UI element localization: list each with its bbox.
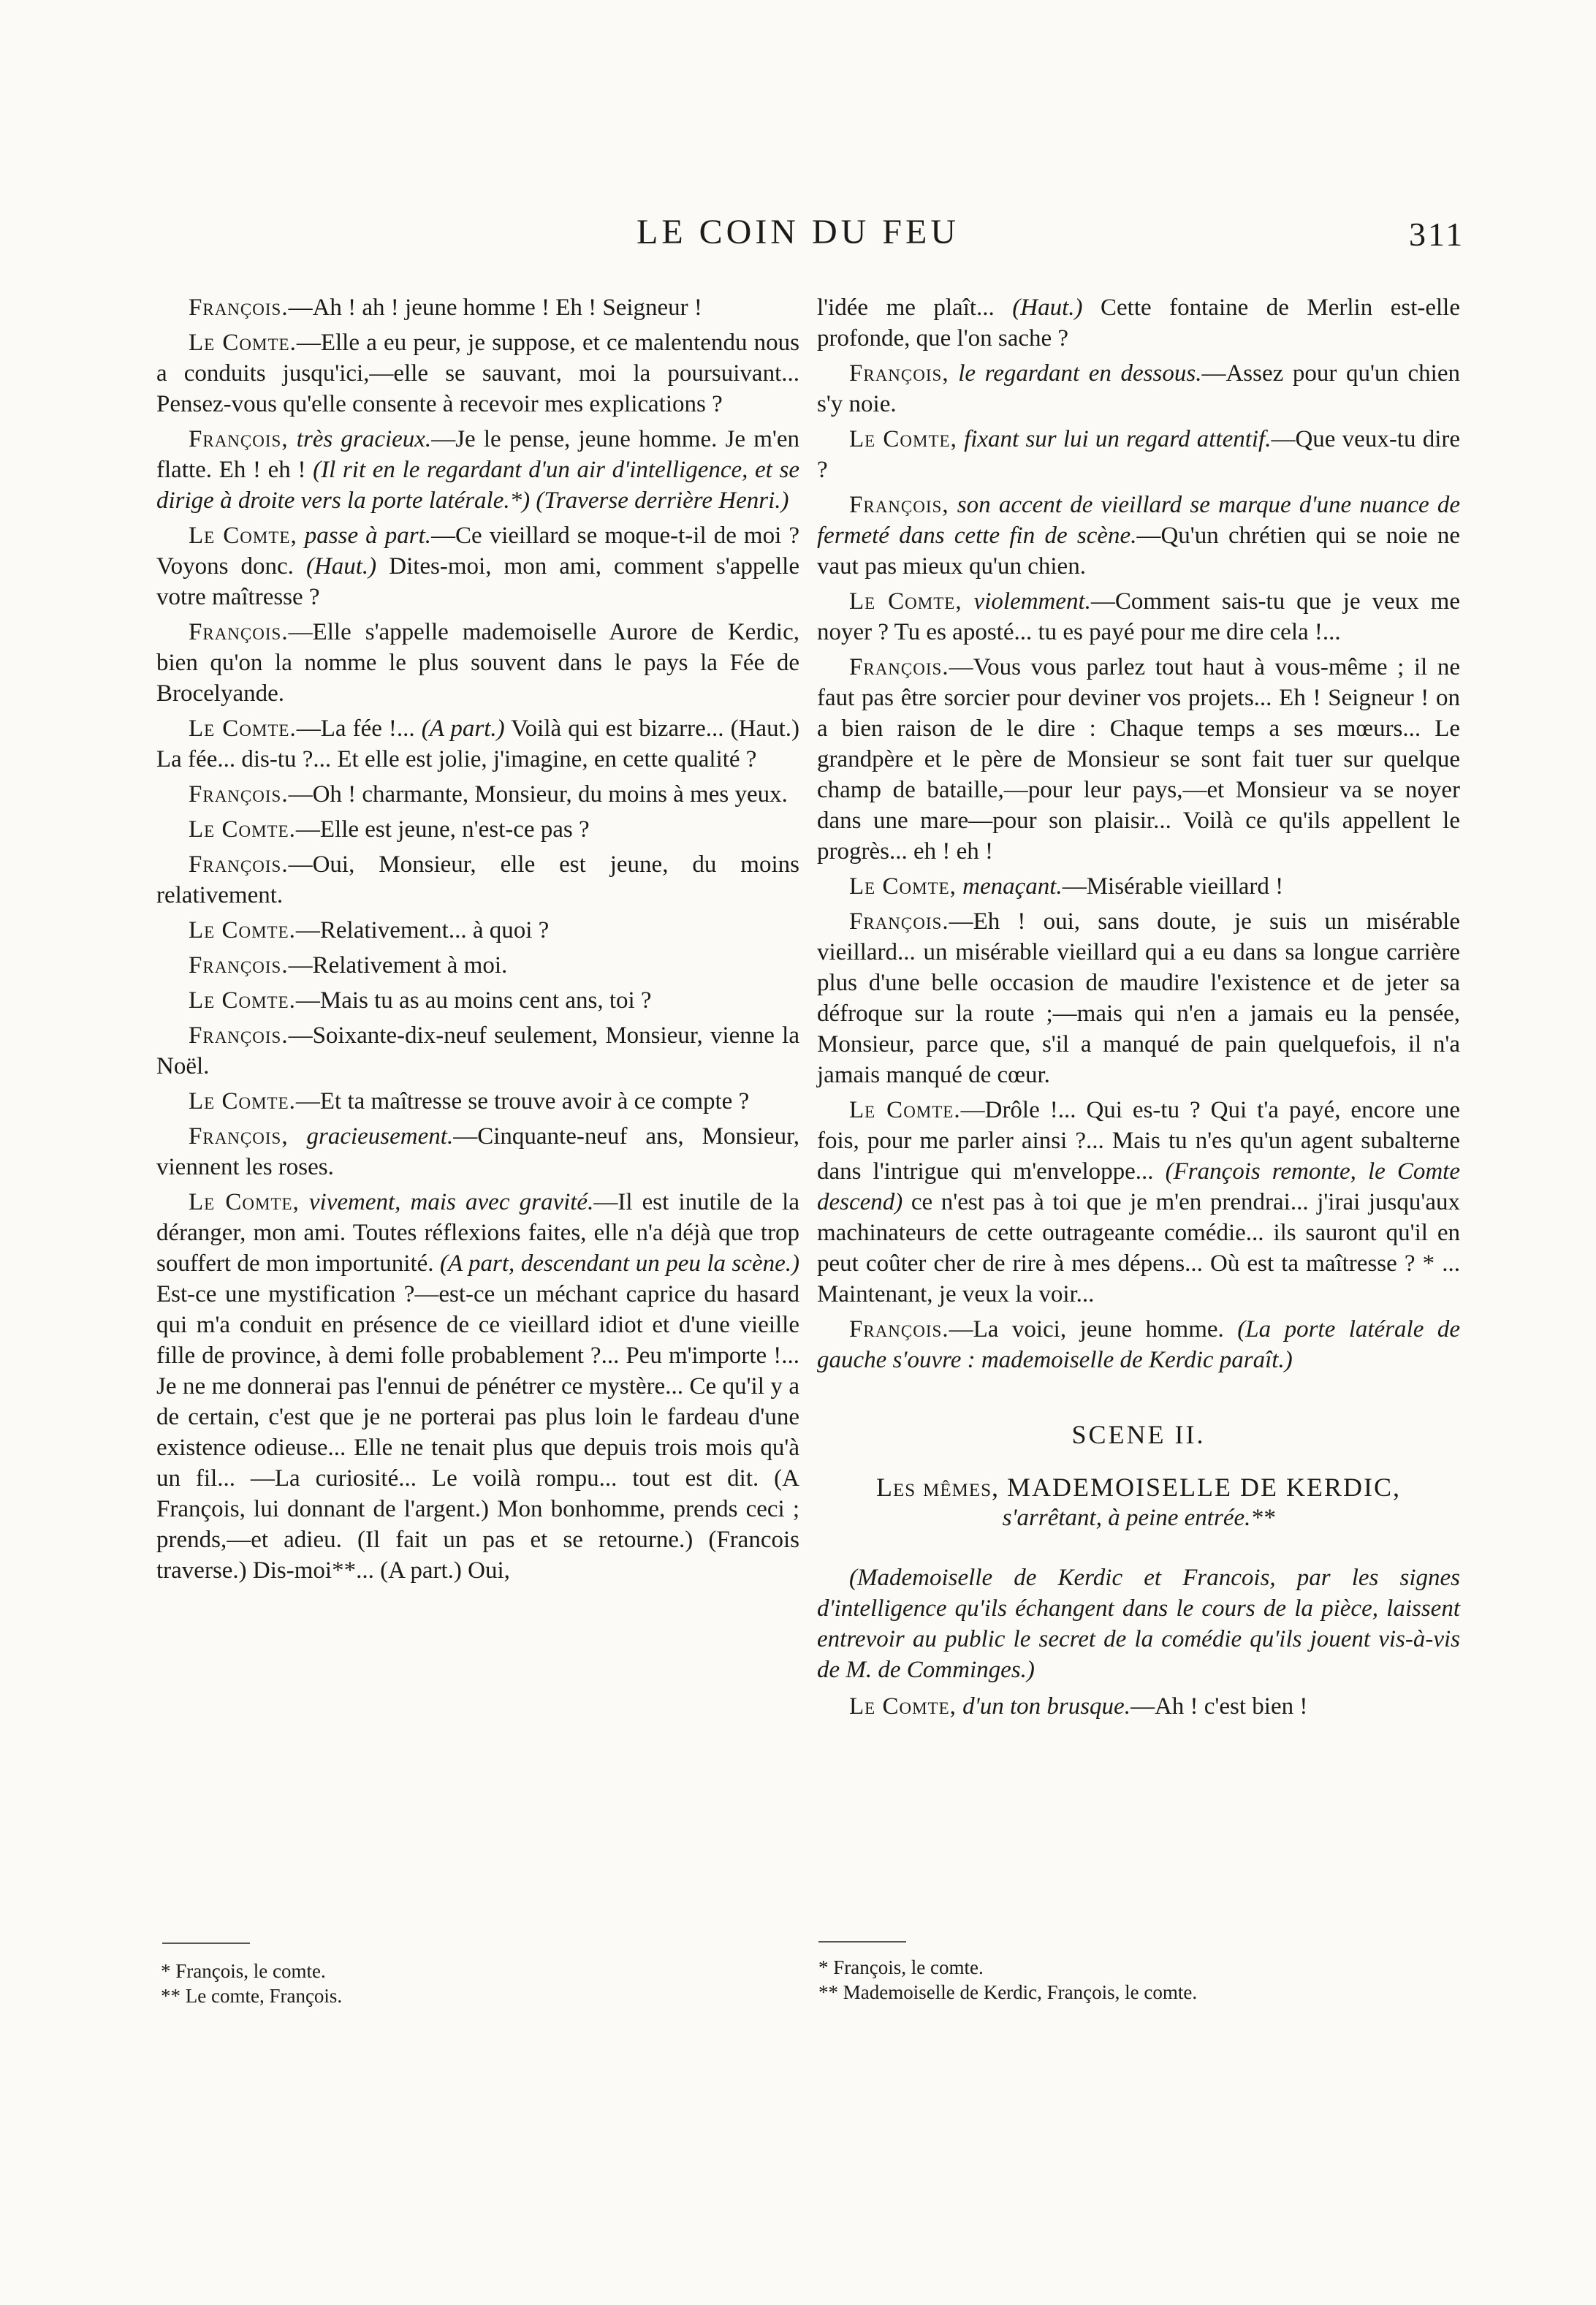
line-text: Qu'un chrétien qui se noie ne vaut pas mieux qu'un chien. bbox=[817, 523, 1461, 580]
speaker: Le Comte. bbox=[189, 330, 297, 356]
dash: — bbox=[288, 952, 313, 979]
dialogue-paragraph bbox=[817, 490, 1460, 582]
speaker: François. bbox=[189, 1022, 289, 1049]
dialogue-paragraph bbox=[156, 1020, 799, 1082]
left-column bbox=[156, 292, 799, 1590]
speaker: François, bbox=[189, 1123, 289, 1150]
dialogue-paragraph bbox=[156, 1187, 799, 1586]
dash: — bbox=[288, 781, 313, 808]
line-text: Ah ! c'est bien ! bbox=[1154, 1693, 1308, 1720]
dialogue-paragraph bbox=[156, 327, 799, 419]
dialogue-paragraph bbox=[156, 617, 799, 709]
direction: violemment. bbox=[962, 588, 1091, 615]
dash: — bbox=[288, 1022, 313, 1049]
direction: (Haut.) bbox=[305, 553, 377, 580]
dash: — bbox=[1090, 588, 1115, 615]
dash: — bbox=[1271, 426, 1296, 452]
dialogue-paragraph bbox=[156, 915, 799, 946]
speaker: Le Comte, bbox=[189, 523, 297, 549]
running-header: LE COIN DU FEU bbox=[636, 213, 960, 251]
speaker: Le Comte, bbox=[849, 1693, 957, 1720]
dash: — bbox=[949, 908, 973, 935]
direction: le regardant en dessous. bbox=[949, 360, 1202, 387]
line-text: Comment sais-tu que je veux me noyer ? Tu es aposté... tu es payé pour me dire cela !... bbox=[817, 588, 1460, 645]
direction: passe à part. bbox=[297, 523, 432, 549]
dialogue-paragraph bbox=[817, 292, 1460, 354]
dash: — bbox=[431, 523, 456, 549]
persons-prefix: Les mêmes, bbox=[875, 1473, 1000, 1502]
direction: (Il rit en le regardant d'un air d'intelligence, et se dirige à droite vers la porte latérale.*) (Traverse derrière Henri.) bbox=[156, 457, 800, 514]
speaker: Le Comte, bbox=[849, 426, 957, 452]
footnote: ** Mademoiselle de Kerdic, François, le comte. bbox=[818, 1981, 1198, 2003]
line-text: Il est inutile de la déranger, mon ami. Toutes réflexions faites, elle n'a déjà que trop souffert de mon importunité. bbox=[156, 1189, 799, 1277]
dash: — bbox=[431, 426, 456, 452]
dash: — bbox=[1201, 360, 1226, 387]
line-text: Dites-moi, mon ami, comment s'appelle votre maîtresse ? bbox=[156, 553, 799, 610]
direction: d'un ton brusque. bbox=[956, 1693, 1130, 1720]
dialogue-paragraph bbox=[817, 586, 1460, 648]
dash: — bbox=[949, 1316, 973, 1343]
persons-name: MADEMOISELLE DE KERDIC, bbox=[999, 1473, 1402, 1502]
dialogue-paragraph bbox=[817, 871, 1460, 902]
dash: — bbox=[288, 619, 313, 645]
line-text: Oh ! charmante, Monsieur, du moins à mes yeux. bbox=[312, 781, 788, 808]
speaker: François. bbox=[189, 619, 289, 645]
direction: très gracieux. bbox=[288, 426, 432, 452]
line-text: Est-ce une mystification ?—est-ce un méchant caprice du hasard qui m'a conduit en présence de ce vieillard idiot et d'une vieille fille de province, à demi folle probablement ?... Peu m'importe !... Je ne me donnerai pas l'ennui de pénétrer ce mystère... Ce qu'il y a de certain, c'est que je ne porterai pas plus loin le fardeau d'une existence odieuse... Elle ne tenait plus que depuis trois mois qu'à un fil... —La curiosité... Le voilà rompu... tout est dit. (A François, lui donnant de l'argent.) Mon bonhomme, prends ceci ; prends,—et adieu. (Il fait un pas et se retourne.) (Francois traverse.) Dis-moi**... (A part.) Oui, bbox=[156, 1281, 799, 1584]
dialogue-paragraph bbox=[156, 520, 799, 612]
line-text: Cette fontaine de Merlin est-elle profonde, que l'on sache ? bbox=[817, 295, 1460, 352]
line-text: Soixante-dix-neuf seulement, Monsieur, vienne la Noël. bbox=[156, 1022, 799, 1079]
dialogue-paragraph bbox=[817, 1314, 1460, 1375]
page-number: 311 bbox=[1409, 216, 1465, 253]
speaker: François, bbox=[189, 426, 289, 452]
dash: — bbox=[960, 1097, 985, 1123]
dash: — bbox=[296, 330, 321, 356]
line-text: Elle s'appelle mademoiselle Aurore de Kerdic, bien qu'on la nomme le plus souvent dans le pays la Fée de Brocelyande. bbox=[156, 619, 799, 707]
line-text: Voilà qui est bizarre... (Haut.) La fée... dis-tu ?... Et elle est jolie, j'imagine, en cette qualité ? bbox=[156, 715, 799, 772]
line-text: Ah ! ah ! jeune homme ! Eh ! Seigneur ! bbox=[312, 295, 702, 321]
footnote: * François, le comte. bbox=[161, 1960, 326, 1982]
speaker: François. bbox=[849, 654, 949, 680]
speaker: Le Comte, bbox=[189, 1189, 300, 1215]
line-text: Je le pense, jeune homme. Je m'en flatte. Eh ! eh ! bbox=[156, 426, 800, 483]
footnote-rule-right bbox=[818, 1941, 906, 1943]
footnote: * François, le comte. bbox=[818, 1956, 984, 1978]
speaker: François. bbox=[189, 952, 289, 979]
stage-direction: (Mademoiselle de Kerdic et Francois, par les signes d'intelligence qu'ils échangent dans le cours de la pièce, laissent entrevoir au public le secret de la comédie qu'ils jouent vis-à-vis de M. de Comminges.) bbox=[817, 1565, 1460, 1683]
speaker: François, bbox=[849, 360, 949, 387]
direction: fixant sur lui un regard attentif. bbox=[957, 426, 1272, 452]
speaker: Le Comte. bbox=[849, 1097, 961, 1123]
direction: (François remonte, le Comte descend) bbox=[817, 1158, 1460, 1215]
line-text: Elle a eu peur, je suppose, et ce malentendu nous a conduits jusqu'ici,—elle se sauvant, moi la poursuivant... Pensez-vous qu'elle consente à recevoir mes explications ? bbox=[156, 330, 799, 417]
last-line bbox=[817, 1691, 1460, 1722]
line-text: Cinquante-neuf ans, Monsieur, viennent les roses. bbox=[156, 1123, 799, 1180]
speaker: Le Comte. bbox=[189, 816, 296, 843]
dash: — bbox=[295, 917, 320, 943]
dash: — bbox=[949, 654, 973, 680]
dash: — bbox=[1062, 873, 1087, 900]
footnote-rule-left bbox=[162, 1943, 250, 1944]
dialogue-paragraph bbox=[156, 1086, 799, 1117]
line-text: Ce vieillard se moque-t-il de moi ? Voyons donc. bbox=[156, 523, 799, 580]
right-column bbox=[817, 292, 1460, 1726]
scene-heading: SCENE II. bbox=[1071, 1420, 1206, 1449]
direction: (La porte latérale de gauche s'ouvre : mademoiselle de Kerdic paraît.) bbox=[817, 1316, 1460, 1373]
dash: — bbox=[295, 816, 320, 843]
speaker: François. bbox=[849, 1316, 949, 1343]
dash: — bbox=[288, 295, 313, 321]
dialogue-paragraph bbox=[817, 906, 1460, 1090]
dialogue-paragraph bbox=[156, 779, 799, 810]
direction: (A part.) bbox=[421, 715, 505, 742]
line-text: Assez pour qu'un chien s'y noie. bbox=[817, 360, 1460, 417]
dialogue-paragraph bbox=[156, 814, 799, 845]
right-column-dialogue bbox=[817, 292, 1460, 1375]
line-text: Relativement à moi. bbox=[312, 952, 508, 979]
direction: son accent de vieillard se marque d'une nuance de fermeté dans cette fin de scène. bbox=[817, 492, 1460, 549]
footnotes-left bbox=[161, 1959, 342, 2008]
dash: — bbox=[1130, 1693, 1155, 1720]
line-text: La voici, jeune homme. bbox=[973, 1316, 1238, 1343]
speaker: Le Comte. bbox=[189, 987, 296, 1014]
line-text: Misérable vieillard ! bbox=[1086, 873, 1284, 900]
scene-persons bbox=[817, 1472, 1460, 1503]
dialogue-paragraph bbox=[817, 424, 1460, 485]
line-text: Drôle !... Qui es-tu ? Qui t'a payé, encore une fois, pour me parler ainsi ?... Mais tu n'es qu'un agent subalterne dans l'intrigue qui m'enveloppe... bbox=[817, 1097, 1460, 1185]
direction: (Haut.) bbox=[1012, 295, 1083, 321]
footnote: ** Le comte, François. bbox=[161, 1985, 343, 2007]
direction: (A part, descendant un peu la scène.) bbox=[440, 1250, 799, 1277]
dialogue-paragraph bbox=[817, 652, 1460, 867]
line-text: La fée !... bbox=[320, 715, 422, 742]
line-text: l'idée me plaît... bbox=[817, 295, 1013, 321]
direction: vivement, mais avec gravité. bbox=[299, 1189, 594, 1215]
dash: — bbox=[288, 851, 313, 878]
speaker: François. bbox=[189, 851, 289, 878]
dialogue-paragraph bbox=[156, 292, 799, 323]
dash: — bbox=[295, 1088, 320, 1114]
speaker: Le Comte, bbox=[849, 873, 957, 900]
speaker: Le Comte. bbox=[189, 917, 296, 943]
dash: — bbox=[453, 1123, 478, 1150]
speaker: François, bbox=[849, 492, 949, 518]
dash: — bbox=[1136, 523, 1161, 549]
dialogue-paragraph bbox=[817, 358, 1460, 419]
line-text: Relativement... à quoi ? bbox=[319, 917, 550, 943]
direction: gracieusement. bbox=[288, 1123, 454, 1150]
dialogue-paragraph bbox=[817, 1095, 1460, 1310]
dialogue-paragraph bbox=[156, 1121, 799, 1182]
dash: — bbox=[295, 987, 320, 1014]
speaker: François. bbox=[189, 295, 289, 321]
line-text: ce n'est pas à toi que je m'en prendrai... j'irai jusqu'aux machinateurs de cette outrageante comédie... ils sauront qu'il en peut coûter cher de rire à mes dépens... Où est ta maîtresse ? * ... Maintenant, je veux la voir... bbox=[817, 1189, 1460, 1307]
direction: menaçant. bbox=[956, 873, 1063, 900]
dash: — bbox=[593, 1189, 618, 1215]
dialogue-paragraph bbox=[156, 424, 799, 516]
speaker: François. bbox=[849, 908, 949, 935]
speaker: Le Comte. bbox=[189, 715, 297, 742]
line-text: Eh ! oui, sans doute, je suis un misérable vieillard... un misérable vieillard qui a eu dans sa longue carrière plus d'une belle occasion de maudire l'existence et de jeter sa défroque sur la route ;—mais qui n'en a jamais eu la pensée, Monsieur, parce que, s'il a manqué de pain quelquefois, il n'a jamais manqué de cœur. bbox=[817, 908, 1460, 1088]
line-text: Vous vous parlez tout haut à vous-même ; il ne faut pas être sorcier pour deviner vos projets... Eh ! Seigneur ! on a bien raison de le dire : Chaque temps a ses mœurs... Le grandpère et le père de Monsieur se sont fait tuer sur quelque champ de bataille,—pour leur pays,—et Monsieur va se noyer dans une mare—pour son plaisir... Voilà ce qu'ils appellent le progrès... eh ! eh ! bbox=[817, 654, 1460, 865]
dash: — bbox=[296, 715, 321, 742]
speaker: Le Comte, bbox=[849, 588, 962, 615]
dialogue-paragraph bbox=[156, 950, 799, 981]
line-text: Mais tu as au moins cent ans, toi ? bbox=[319, 987, 652, 1014]
persons-direction: s'arrêtant, à peine entrée.** bbox=[1002, 1505, 1275, 1531]
speaker: François. bbox=[189, 781, 289, 808]
dialogue-paragraph bbox=[156, 985, 799, 1016]
dialogue-paragraph bbox=[156, 713, 799, 775]
line-text: Et ta maîtresse se trouve avoir à ce compte ? bbox=[319, 1088, 750, 1114]
line-text: Que veux-tu dire ? bbox=[817, 426, 1460, 483]
line-text: Elle est jeune, n'est-ce pas ? bbox=[319, 816, 590, 843]
line-text: Oui, Monsieur, elle est jeune, du moins relativement. bbox=[156, 851, 799, 908]
speaker: Le Comte. bbox=[189, 1088, 296, 1114]
footnotes-right bbox=[818, 1955, 1197, 2005]
dialogue-paragraph bbox=[156, 849, 799, 911]
